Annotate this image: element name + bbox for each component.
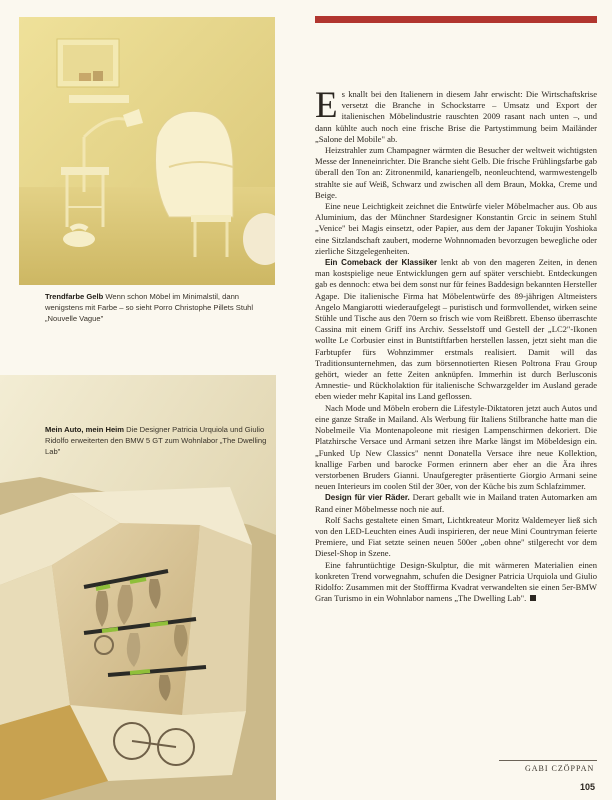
- drop-cap: E: [315, 89, 338, 126]
- article-p8-text: Eine fahruntüchtige Design-Skulptur, die mit wärmeren Materialien einen konkreten Trend vorwegnahm, schufen die Designer Patricia Urquiola und Giulio Ridolfo: Zusammen mit der Stofffirma Kvadrat verwandelten sie einen 5er-BMW Gran Turismo in ein Wohnlabor namens „The Dwelling Lab".: [315, 559, 597, 604]
- article-body: [315, 89, 597, 751]
- photo2-caption-lead: Mein Auto, mein Heim: [45, 425, 125, 434]
- article-paragraph-5: Nach Mode und Möbeln erobern die Lifestyle-Diktatoren jetzt auch Autos und eine ganze Straße in Mailand. Als Werbung für Italiens Stilbranche hatte man die Nobelmeile Via Montenapoleone mit riesigen Lampenschirmen dekoriert. Die Platzhirsche Versace und Armani setzen ihre Marke längst im Möbeldesign ein. „Funked Up New Classics" nennt Donatella Versace ihre neue Kollektion, knallige Farben und barocke Formen erinnern aber eher an die Ära ihres verstorbenen Bruders Gianni. Unaufgeregter präsentierte Giorgio Armani seine neuen Interieurs im coolen Stil der 30er, von der Küche bis zum Schlafzimmer.: [315, 402, 597, 492]
- article-paragraph-4: [315, 257, 597, 403]
- photo-yellow-interior: [19, 17, 275, 285]
- article-p1-text: s knallt bei den Italienern in diesem Jahr erwischt: Die Wirtschaftskrise versetzt die Branche in Schockstarre – Umsatz und Export der italienischen Möbelindustrie rauschten 2009 rasant nach unten –, und dann kühlte auch noch eine frische Brise die Partystimmung beim Mailänder „Salone del Mobile" ab.: [315, 89, 597, 144]
- article-paragraph-7: Rolf Sachs gestaltete einen Smart, Lichtkreateur Moritz Waldemeyer ließ sich von den LED-Leuchten eines Audi inspirieren, der neue Mini Countryman feierte Premiere, und Fiat setzte seinen neuen 500er „oben ohne" stilgerecht vor dem Diesel-Shop in Szene.: [315, 514, 597, 559]
- article-paragraph-3: Eine neue Leichtigkeit zeichnet die Entwürfe vieler Möbelmacher aus. Ob aus Aluminium, das der Münchner Stardesigner Konstantin Grcic in seinem Stuhl „Venice" bei Magis einsetzt, oder Papier, aus dem der Japaner Tokujin Yoshioka eine Sitzlandschaft zaubert, moderne Wohnnomaden bevorzugen bewegliche oder zierliche Sitzgelegenheiten.: [315, 201, 597, 256]
- author-byline: GABI CZÖPPAN: [525, 764, 595, 773]
- article-paragraph-1: [315, 89, 597, 145]
- article-p4-text: lenkt ab von den mageren Zeiten, in denen man kostspielige neue Entwicklungen gern auf später verschiebt. Entdeckungen gab es dennoch: etwa bei dem sonst nur für feines Baddesign bekannten Hersteller Agape. Die italienische Firma hat Möbelentwürfe des 89-jährigen Altmeisters Angelo Mangiarotti wiederaufgelegt – puristisch und formvollendet, wirken seine Stühle und Tische aus den 70ern so frisch wie vom Reißbrett. Ebenso überraschte Cassina mit einem Griff ins Archiv. Sesselstoff und Gestell der „LC2"-Ikonen wollte Le Corbusier einst in Buntstiftfarben herstellen lassen, jetzt sieht man die Farbtupfer fürs Wohnzimmer erstmals realisiert. Damit will das Traditionsunternehmen, das zum börsennotierten Riesen Poltrona Frau Group gehört, wieder an fette Zeiten anknüpfen. Immerhin ist durch Berlusconis Amnestie- und Rückholaktion für italienische Schwarzgelder im Ausland gerade eben wieder mehr Kapital ins Land geflossen.: [315, 257, 597, 402]
- article-p6-text: Derart geballt wie in Mailand traten Automarken am Rand einer Möbelmesse noch nie auf.: [315, 492, 597, 514]
- photo2-caption: [45, 424, 273, 457]
- article-paragraph-8: [315, 560, 597, 605]
- photo1-caption-text: Wenn schon Möbel im Minimalstil, dann wenigstens mit Farbe – so sieht Porro Christophe Pillets Stuhl „Nouvelle Vague": [45, 292, 254, 323]
- article-paragraph-2: Heizstrahler zum Champagner wärmten die Besucher der weltweit wichtigsten Messe der Inneneinrichter. Die Branche sieht Gelb. Die frische Frühlingsfarbe gab überall den Ton an: Zitronenmild, kanariengelb, neonleuchtend, warmwestengelb strahlte sie auf Weiß, Schwarz und zwischen all dem Braun, Mokka, Creme und Beige.: [315, 145, 597, 200]
- author-rule: [499, 760, 597, 761]
- photo2-caption-text: Die Designer Patricia Urquiola und Giulio Ridolfo erweiterten den BMW 5 GT zum Wohnlabor „The Dwelling Lab": [45, 425, 267, 456]
- yellow-room-illustration: [19, 17, 275, 285]
- subhead-vier-raeder: Design für vier Räder.: [325, 493, 410, 503]
- subhead-comeback: Ein Comeback der Klassiker: [325, 258, 438, 268]
- photo1-caption: [45, 291, 277, 324]
- accent-rule: [315, 16, 597, 23]
- photo1-caption-lead: Trendfarbe Gelb: [45, 292, 104, 301]
- page-number: 105: [580, 782, 596, 792]
- end-mark: [530, 595, 536, 601]
- article-paragraph-6: [315, 492, 597, 514]
